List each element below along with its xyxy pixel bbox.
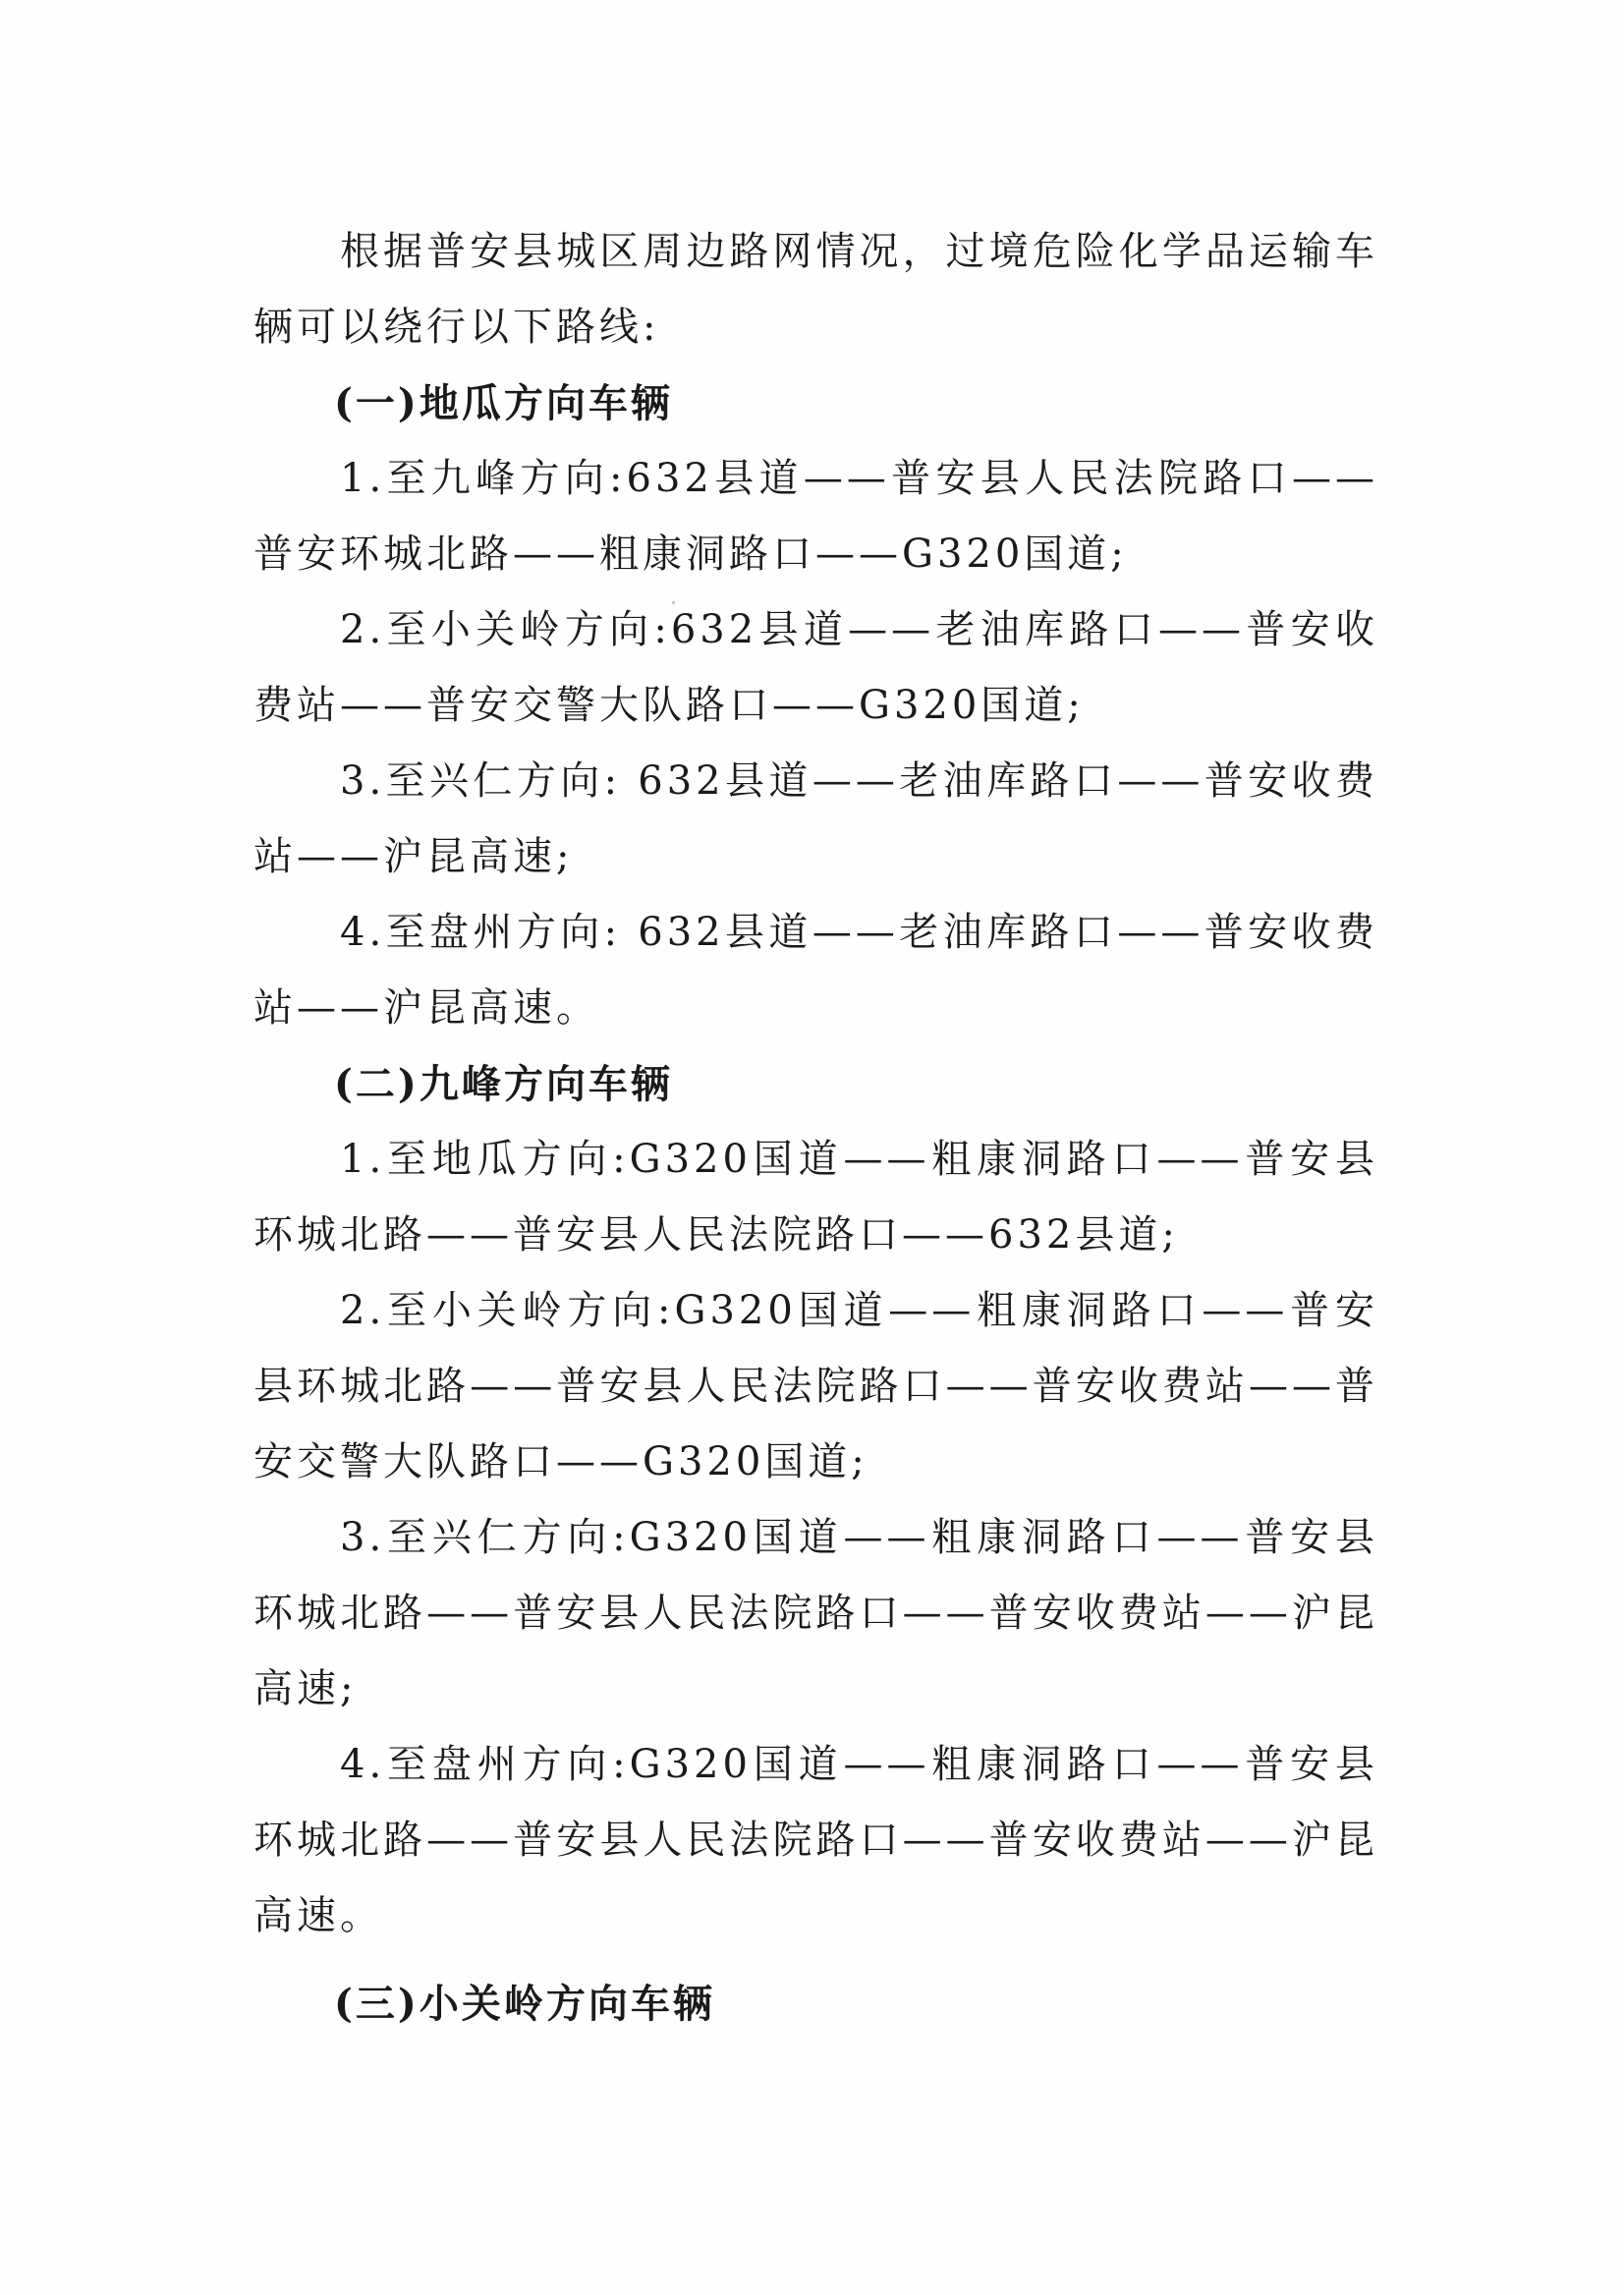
section-1-item-4: 4.至盘州方向: 632县道——老油库路口——普安收费站——沪昆高速。 [253, 910, 1378, 1031]
section-3-heading: (三)小关岭方向车辆 [334, 1981, 715, 2027]
section-2-item-3: 3.至兴仁方向:G320国道——粗康洞路口——普安县环城北路——普安县人民法院路口——普安收费站——沪昆高速; [253, 1515, 1378, 1711]
intro-paragraph: 根据普安县城区周边路网情况，过境危险化学品运输车辆可以绕行以下路线: [253, 229, 1378, 350]
document-body [253, 214, 1378, 2042]
section-1-item-3: 3.至兴仁方向: 632县道——老油库路口——普安收费站——沪昆高速; [253, 758, 1378, 879]
section-2-item-4: 4.至盘州方向:G320国道——粗康洞路口——普安县环城北路——普安县人民法院路口——普安收费站——沪昆高速。 [253, 1742, 1378, 1938]
section-2-item-1: 1.至地瓜方向:G320国道——粗康洞路口——普安县环城北路——普安县人民法院路口——632县道; [253, 1137, 1378, 1258]
section-1-item-1: 1.至九峰方向:632县道——普安县人民法院路口——普安环城北路——粗康洞路口——G320国道; [253, 456, 1378, 577]
section-2-heading: (二)九峰方向车辆 [334, 1061, 673, 1107]
section-2-item-2: 2.至小关岭方向:G320国道——粗康洞路口——普安县环城北路——普安县人民法院路口——普安收费站——普安交警大队路口——G320国道; [253, 1288, 1378, 1484]
section-1-item-2: 2.至小关岭方向:632县道——老油库路口——普安收费站——普安交警大队路口——G320国道; [253, 607, 1378, 728]
section-1-heading: (一)地瓜方向车辆 [334, 380, 673, 426]
